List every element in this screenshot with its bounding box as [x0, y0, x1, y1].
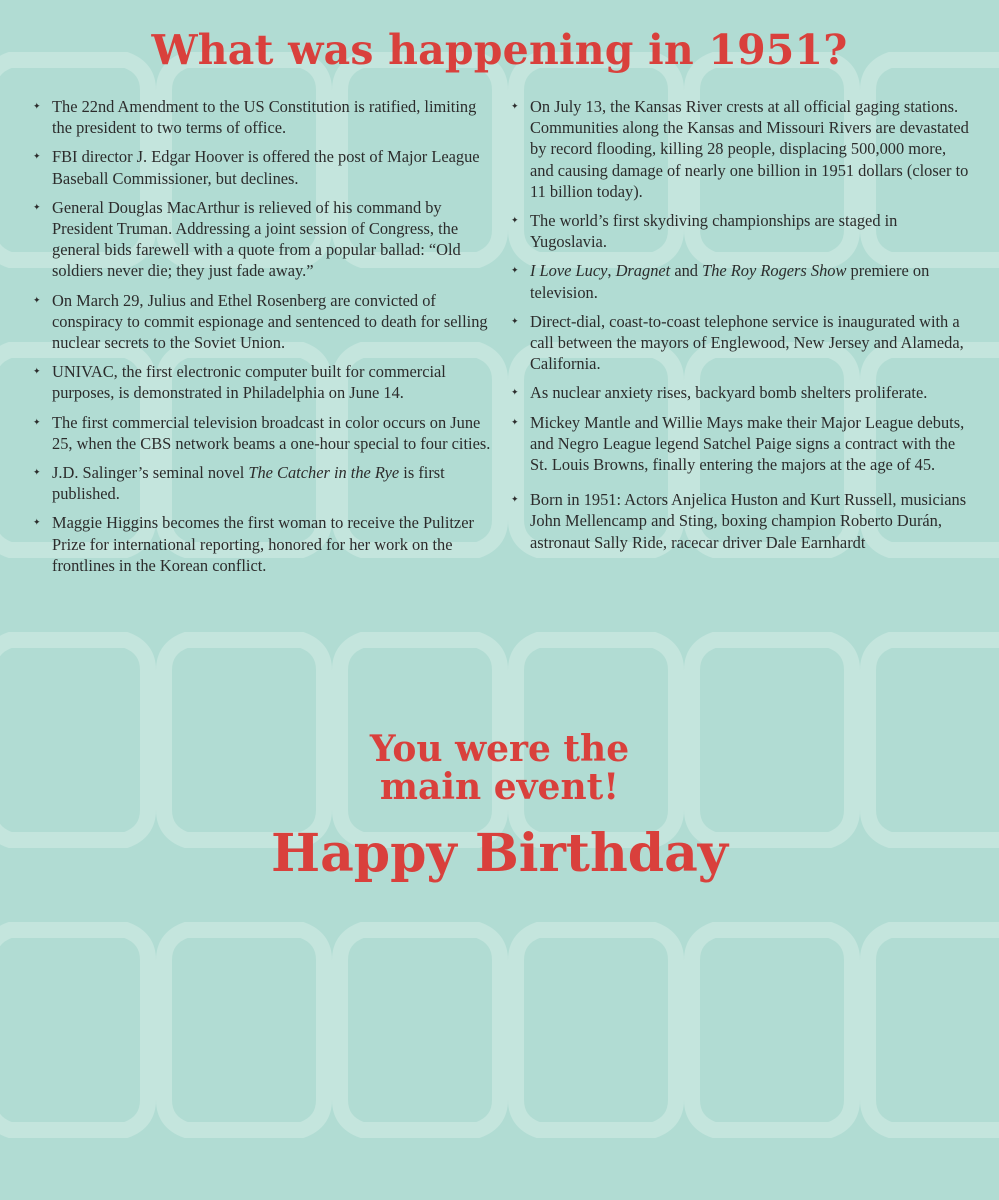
bullet-icon: ✦: [511, 215, 519, 226]
bullet-icon: ✦: [33, 366, 41, 377]
bullet-icon: ✦: [511, 265, 519, 276]
fact-item: [511, 311, 970, 375]
closing-message: [0, 730, 999, 884]
bullet-icon: ✦: [511, 315, 519, 326]
bullet-icon: ✦: [33, 151, 41, 162]
fact-item: [33, 146, 492, 188]
fact-text: On July 13, the Kansas River crests at all official gaging stations. Communities along the Kansas and Missouri Rivers are devastated by record flooding, killing 28 people, displacing 500,000 more, and causing damage of nearly one billion in 1951 dollars (closer to 11 billion today).: [530, 97, 969, 201]
fact-title-italic: I Love Lucy: [530, 261, 608, 281]
bullet-icon: ✦: [511, 494, 519, 505]
closing-line-2: main event!: [379, 766, 620, 808]
fact-item: [511, 412, 970, 476]
fact-item: [33, 412, 492, 454]
bullet-icon: ✦: [33, 517, 41, 528]
facts-list-right: [511, 96, 970, 561]
fact-text: UNIVAC, the first electronic computer built for commercial purposes, is demonstrated in Philadelphia on June 14.: [52, 362, 446, 403]
fact-text: Mickey Mantle and Willie Mays make their Major League debuts, and Negro League legend Satchel Paige signs a contract with the St. Louis Browns, finally entering the majors at the age of 45.: [530, 412, 965, 475]
fact-item: [33, 512, 492, 576]
fact-item: [33, 96, 492, 138]
bullet-icon: ✦: [33, 101, 41, 111]
fact-text: ,: [607, 261, 616, 281]
fact-item: [33, 462, 492, 504]
fact-title-italic: The Roy Rogers Show: [702, 261, 847, 281]
bullet-icon: ✦: [511, 387, 519, 398]
fact-title-italic: The Catcher in the Rye: [248, 463, 400, 483]
fact-text: The first commercial television broadcast in color occurs on June 25, when the CBS network beams a one-hour special to four cities.: [52, 412, 491, 453]
bullet-icon: ✦: [33, 294, 41, 305]
closing-line-1: You were the: [369, 728, 630, 770]
fact-text: FBI director J. Edgar Hoover is offered the post of Major League Baseball Commissioner, but declines.: [52, 147, 480, 188]
fact-text: General Douglas MacArthur is relieved of his command by President Truman. Addressing a joint session of Congress, the general bids farewell with a quote from a popular ballad: “Old soldiers never die; they just fade away.”: [52, 197, 461, 281]
fact-item: [33, 361, 492, 403]
fact-item: [33, 290, 492, 354]
fact-text: J.D. Salinger’s seminal novel: [52, 463, 249, 483]
fact-text: As nuclear anxiety rises, backyard bomb shelters proliferate.: [530, 383, 928, 403]
page-title: What was happening in 1951?: [151, 26, 848, 74]
fact-text: is first published.: [52, 463, 445, 504]
fact-item: [33, 197, 492, 282]
fact-item: [511, 382, 970, 403]
bullet-icon: ✦: [511, 101, 519, 111]
fact-item: [511, 96, 970, 202]
fact-item: [511, 260, 970, 302]
fact-text: The world’s first skydiving championships are staged in Yugoslavia.: [530, 211, 898, 252]
bullet-icon: ✦: [33, 467, 41, 478]
fact-text: premiere on television.: [530, 261, 930, 302]
fact-item: [511, 489, 970, 553]
happy-birthday-title: Happy Birthday: [270, 823, 729, 884]
bullet-icon: ✦: [511, 416, 519, 427]
fact-text: On March 29, Julius and Ethel Rosenberg are convicted of conspiracy to commit espionage and sentenced to death for selling nuclear secrets to the Soviet Union.: [52, 290, 488, 353]
fact-text: Maggie Higgins becomes the first woman to receive the Pulitzer Prize for international reporting, honored for her work on the frontlines in the Korean conflict.: [52, 513, 474, 575]
bullet-icon: ✦: [33, 416, 41, 427]
fact-item: [511, 210, 970, 252]
fact-text: and: [670, 261, 703, 281]
facts-list-left: [33, 96, 492, 584]
fact-text: The 22nd Amendment to the US Constitution is ratified, limiting the president to two terms of office.: [52, 97, 477, 138]
fact-title-italic: Dragnet: [615, 261, 671, 281]
bullet-icon: ✦: [33, 201, 41, 212]
fact-text: Direct-dial, coast-to-coast telephone service is inaugurated with a call between the mayors of Englewood, New Jersey and Alameda, California.: [530, 311, 964, 374]
fact-text: Born in 1951: Actors Anjelica Huston and Kurt Russell, musicians John Mellencamp and Sting, boxing champion Roberto Durán, astronaut Sally Ride, racecar driver Dale Earnhardt: [530, 490, 967, 552]
